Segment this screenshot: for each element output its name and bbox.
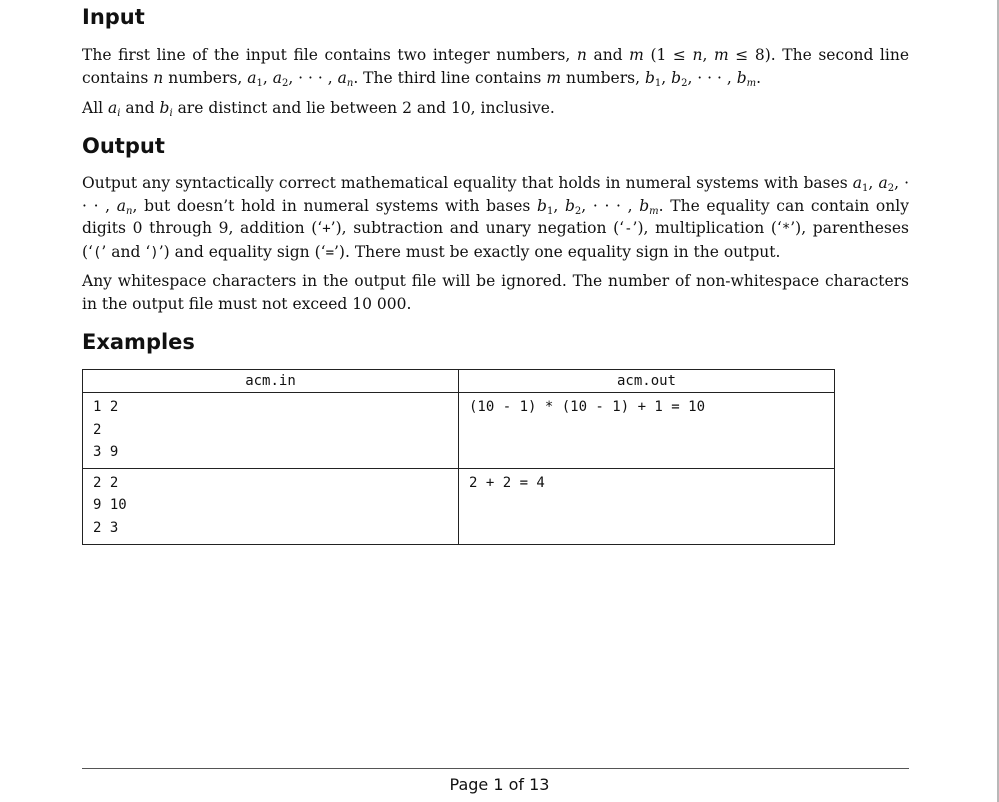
table-header-row	[83, 370, 835, 393]
example-input-cell: 2 2 9 10 2 3	[83, 468, 459, 544]
example-output-cell: 2 + 2 = 4	[459, 468, 835, 544]
table-row	[83, 393, 835, 469]
examples-heading: Examples	[82, 330, 195, 354]
example-input-cell: 1 2 2 3 9	[83, 393, 459, 469]
table-row	[83, 468, 835, 544]
page-number: Page 1 of 13	[449, 775, 550, 794]
output-paragraph-1: Output any syntactically correct mathematical equality that holds in numeral systems with bases $a_1$, $a_2$, · · · , $a_n$, but doesn’t hold in numeral systems with bases $b_1$, $b_2$, · · · , $b_m$. The equality can contain only digits 0 through 9, addition (‘+’), subtraction and unary negation (‘-’), multiplication (‘*’), parentheses (‘(’ and ‘)’) and equality sign (‘=’). There must be exactly one equality sign in the output.	[82, 174, 910, 262]
examples-table	[82, 369, 835, 545]
output-paragraph-2: Any whitespace characters in the output file will be ignored. The number of non-whitespace characters in the output file must not exceed 10 000.	[82, 272, 909, 313]
footer-divider	[82, 768, 909, 769]
column-header-input: acm.in	[83, 370, 459, 393]
input-paragraph-1: The first line of the input file contains two integer numbers, n and m (1 ≤ n, m ≤ 8). The second line contains n numbers, $a_1$, $a_2$, · · · , $a_n$. The third line contains m numbers, $b_1$, $b_2$, · · · , $b_m$.	[82, 46, 910, 89]
column-header-output: acm.out	[459, 370, 835, 393]
input-heading: Input	[82, 5, 145, 29]
input-paragraph-2: All $a_i$ and $b_i$ are distinct and lie between 2 and 10, inclusive.	[82, 99, 555, 119]
example-output-cell: (10 - 1) * (10 - 1) + 1 = 10	[459, 393, 835, 469]
output-heading: Output	[82, 134, 165, 158]
